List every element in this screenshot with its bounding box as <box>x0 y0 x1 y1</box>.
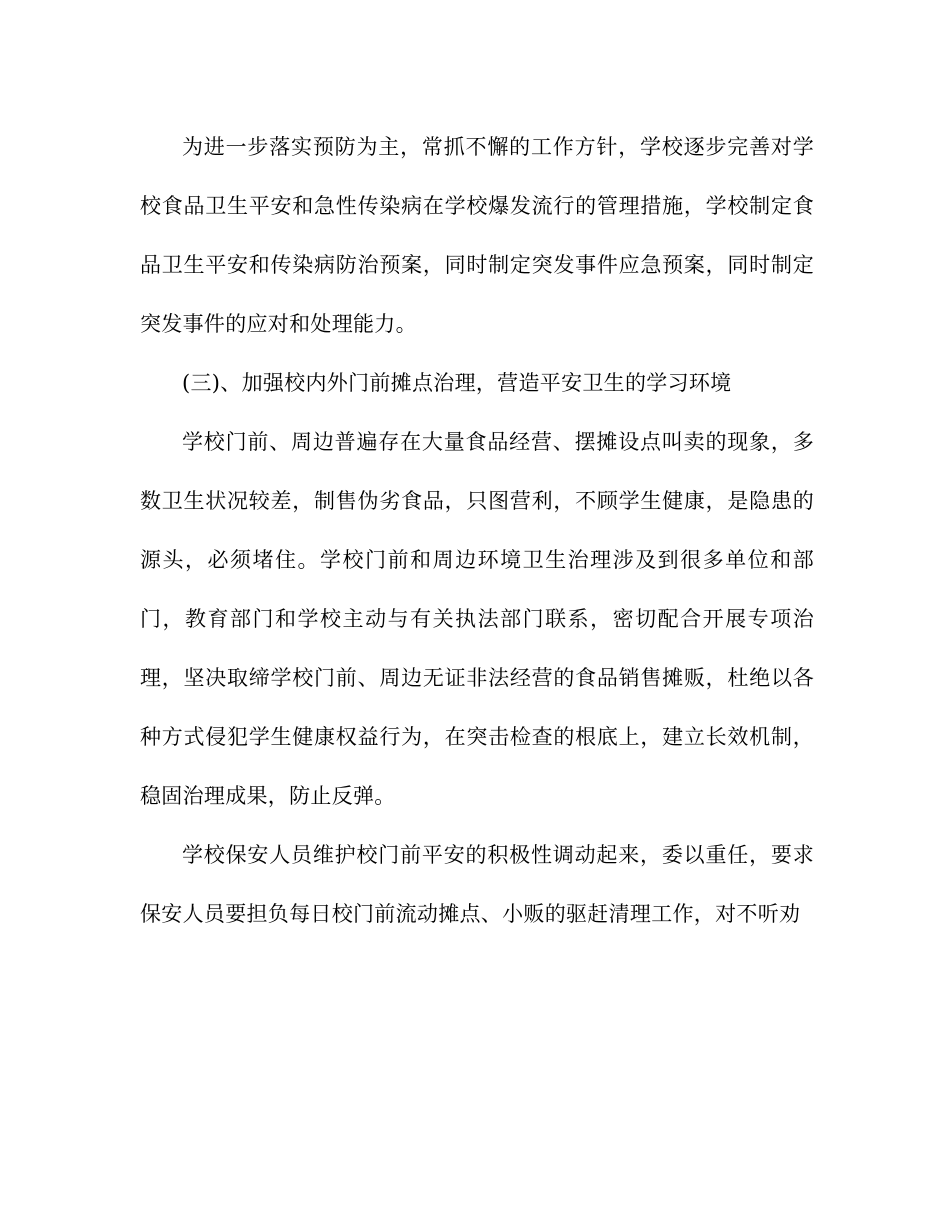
paragraph-school-surroundings: 学校门前、周边普遍存在大量食品经营、摆摊设点叫卖的现象，多数卫生状况较差，制售伪劣食品，只图营利，不顾学生健康，是隐患的源头，必须堵住。学校门前和周边环境卫生治理涉及到很多单位和部门，教育部门和学校主动与有关执法部门联系，密切配合开展专项治理，坚决取缔学校门前、周边无证非法经营的食品销售摊贩，杜绝以各种方式侵犯学生健康权益行为，在突击检查的根底上，建立长效机制，稳固治理成果，防止反弹。 <box>140 430 814 808</box>
section-heading-three: (三)、加强校内外门前摊点治理，营造平安卫生的学习环境 <box>182 371 732 395</box>
paragraph-security-staff: 学校保安人员维护校门前平安的积极性调动起来，委以重任，要求保安人员要担负每日校门前流动摊点、小贩的驱赶清理工作，对不听劝 <box>140 843 814 926</box>
paragraph-food-safety-measures: 为进一步落实预防为主，常抓不懈的工作方针，学校逐步完善对学校食品卫生平安和急性传染病在学校爆发流行的管理措施，学校制定食品卫生平安和传染病防治预案，同时制定突发事件应急预案，同时制定突发事件的应对和处理能力。 <box>140 135 814 336</box>
